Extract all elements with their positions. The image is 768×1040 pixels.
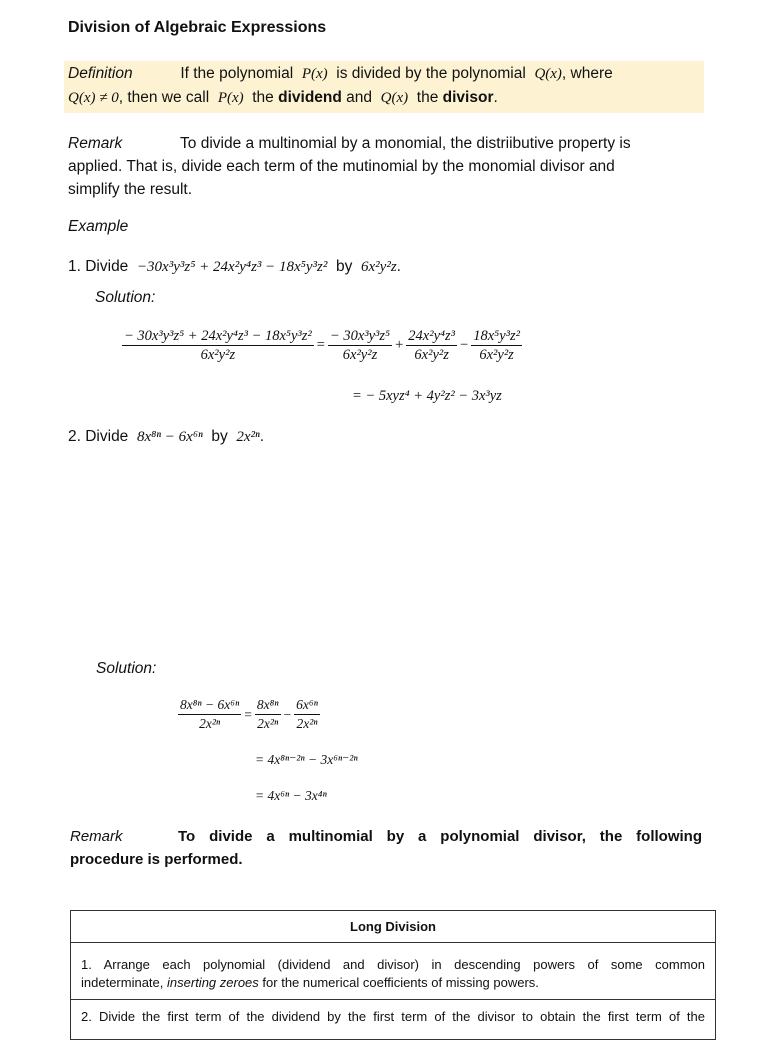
solution1-f1-denominator: 6x²y²z — [342, 347, 378, 363]
definition-line-1 — [68, 65, 613, 83]
definition-text-d: , then we call — [118, 89, 210, 106]
equals-sign: = — [316, 337, 325, 353]
solution1-fraction-1 — [328, 327, 392, 364]
item1-label: 1. Divide — [68, 258, 129, 275]
definition-Q: Q(x) — [534, 66, 562, 82]
definition-text-b: is divided by the polynomial — [336, 65, 526, 82]
solution2-f2-denominator: 2x²ⁿ — [296, 716, 318, 731]
solution2-f1-numerator: 8x⁸ⁿ — [255, 696, 281, 715]
solution1-equation — [122, 327, 522, 364]
definition-text-c: , where — [561, 65, 613, 82]
solution2-fraction-2 — [294, 696, 320, 733]
solution2-f2-numerator: 6x⁶ⁿ — [294, 696, 320, 715]
definition-text-g: the — [416, 89, 439, 106]
remark2-line-1-inner — [70, 828, 702, 845]
minus-sign-2: − — [283, 706, 292, 722]
item2-period: . — [259, 428, 265, 445]
definition-P-2: P(x) — [217, 90, 244, 106]
long-division-step-1c: for the numerical coefficients of missing powers. — [262, 975, 539, 990]
solution1-f3-numerator: 18x⁵y³z² — [473, 328, 520, 344]
remark1-line-3: simplify the result. — [68, 181, 193, 198]
solution2-fraction-1 — [255, 696, 281, 733]
example-item-2 — [68, 428, 264, 446]
solution1-result: = − 5xyz⁴ + 4y²z² − 3x³yz — [352, 388, 502, 404]
definition-divisor: divisor — [442, 89, 494, 106]
equals-sign-2: = — [244, 706, 252, 722]
long-division-divider-2 — [71, 999, 715, 1000]
long-division-step-1a: 1. Arrange each polynomial (dividend and divisor) in descending powers of some common — [81, 957, 705, 972]
solution2-big-denominator: 2x²ⁿ — [199, 716, 221, 731]
solution1-big-fraction — [122, 327, 314, 364]
solution1-big-denominator: 6x²y²z — [200, 347, 236, 363]
item2-expression: 8x⁸ⁿ − 6x⁶ⁿ — [136, 429, 203, 445]
definition-dividend: dividend — [278, 89, 342, 106]
solution2-step-2: = 4x⁶ⁿ − 3x⁴ⁿ — [255, 788, 327, 803]
item1-expression: −30x³y³z⁵ + 24x²y⁴z³ − 18x⁵y³z² — [136, 259, 328, 275]
long-division-step-1b-italic: inserting zeroes — [167, 975, 259, 990]
definition-line-2 — [68, 89, 498, 107]
remark1-line-1 — [68, 135, 631, 153]
example-item-1 — [68, 258, 401, 276]
definition-tag: Definition — [68, 65, 133, 82]
example-label: Example — [68, 218, 129, 235]
remark2-line-1 — [70, 828, 702, 845]
item1-by: by — [336, 258, 353, 275]
definition-period: . — [493, 89, 498, 106]
definition-text-e: the — [252, 89, 274, 106]
definition-Q-neq-zero: Q(x) ≠ 0 — [68, 90, 119, 106]
solution1-f2-numerator: 24x²y⁴z³ — [408, 328, 456, 344]
solution1-f2-denominator: 6x²y²z — [414, 347, 449, 363]
long-division-step-1 — [81, 956, 705, 992]
definition-Q-2: Q(x) — [380, 90, 409, 106]
solution1-f3-denominator: 6x²y²z — [479, 347, 514, 363]
item1-divisor: 6x²y²z — [361, 259, 397, 275]
definition-text-f: and — [346, 89, 373, 106]
solution2-big-fraction — [178, 696, 241, 733]
remark2-text-1: To divide a multinomial by a polynomial divisor, the following — [178, 828, 702, 845]
item2-label: 2. Divide — [68, 428, 129, 445]
page-heading: Division of Algebraic Expressions — [68, 19, 327, 36]
long-division-divider-1 — [71, 942, 715, 943]
definition-text-a: If the polynomial — [180, 65, 294, 82]
remark1-line-2: applied. That is, divide each term of the mutinomial by the monomial divisor and — [68, 158, 615, 175]
long-division-step-1b — [81, 974, 705, 992]
solution1-fraction-2 — [406, 327, 457, 364]
minus-sign: − — [460, 337, 469, 353]
solution2-equation — [178, 696, 320, 733]
remark2-line-2: procedure is performed. — [70, 851, 243, 868]
long-division-title: Long Division — [350, 919, 436, 934]
long-division-step-2 — [81, 1008, 705, 1026]
plus-sign: + — [395, 337, 404, 353]
solution2-f1-denominator: 2x²ⁿ — [257, 716, 279, 731]
definition-P: P(x) — [301, 66, 328, 82]
remark1-text-1: To divide a multinomial by a monomial, the distriibutive property is — [180, 135, 631, 152]
remark2-tag: Remark — [70, 828, 123, 845]
solution2-step-1: = 4x⁸ⁿ⁻²ⁿ − 3x⁶ⁿ⁻²ⁿ — [255, 752, 358, 767]
item2-by: by — [211, 428, 228, 445]
item2-divisor: 2x²ⁿ — [236, 429, 260, 445]
long-division-box — [70, 910, 716, 1040]
solution1-fraction-3 — [471, 327, 522, 364]
solution2-big-numerator: 8x⁸ⁿ − 6x⁶ⁿ — [178, 696, 241, 715]
solution1-f1-numerator: − 30x³y³z⁵ — [329, 328, 391, 344]
solution1-big-numerator: − 30x³y³z⁵ + 24x²y⁴z³ − 18x⁵y³z² — [124, 328, 312, 344]
long-division-step-2-text: 2. Divide the first term of the dividend by the first term of the divisor to obtain the first term of the — [81, 1009, 705, 1024]
item1-period: . — [396, 258, 401, 275]
solution2-label: Solution: — [96, 660, 157, 677]
remark1-tag: Remark — [68, 135, 123, 152]
long-division-step-1b-text: indeterminate, — [81, 975, 164, 990]
solution1-label: Solution: — [95, 289, 156, 306]
